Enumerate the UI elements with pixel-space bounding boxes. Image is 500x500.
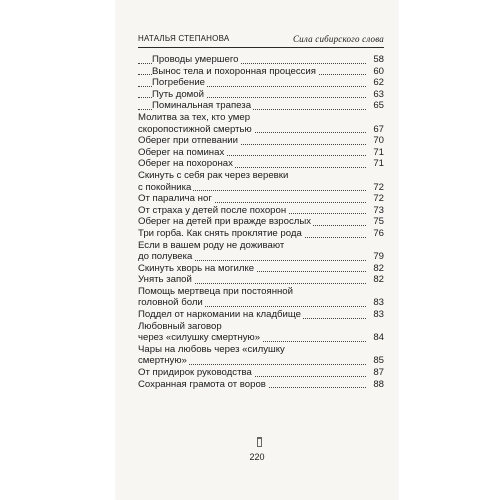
toc-entry-page: 88 [366,379,384,391]
toc-entry [138,124,384,136]
book-page [116,0,398,500]
toc-entry [138,332,384,344]
toc-entry-title: Унять запой [138,274,192,286]
toc-entry-title: Погребение [152,77,206,89]
toc-entry-title: с покойника [138,181,192,193]
toc-entry-title: через «силушку смертную» [138,332,261,344]
printer-mark-icon [257,437,262,447]
toc-entry-title: От паралича ног [138,193,212,205]
toc-entry-title: Оберег на похоронах [138,158,233,170]
page-number: 220 [249,452,265,462]
toc-entry-page: 63 [366,89,384,101]
toc-entry-page: 87 [366,367,384,379]
toc-entry [138,182,384,194]
toc-entry [138,170,384,182]
running-header [138,34,384,48]
toc-entry-page: 76 [366,228,384,240]
toc-entry-title: Любовный заговор [138,320,222,332]
toc-entry [138,205,384,217]
toc-entry-page: 83 [366,309,384,321]
toc-entry [138,216,384,228]
toc-entry [138,344,384,356]
toc-entry-page: 71 [366,147,384,159]
toc-entry [138,158,384,170]
toc-entry [138,321,384,333]
toc-entry-title: Помощь мертвеца при постоянной [138,285,293,297]
toc-entry-page: 75 [366,216,384,228]
toc-entry [138,135,384,147]
toc-entry-page: 58 [366,54,384,66]
toc-entry-title: Если в вашем роду не доживают [138,239,285,251]
toc-entry [138,274,384,286]
toc-entry-title: до полувека [138,251,193,263]
toc-entry [138,77,384,89]
toc-entry [138,367,384,379]
toc-entry-page: 79 [366,251,384,263]
toc-entry-page: 65 [366,100,384,112]
toc-entry-title: Поминальная трапеза [152,100,252,112]
toc-entry [138,355,384,367]
toc-entry-title: Путь домой [152,88,204,100]
toc-entry-page: 82 [366,274,384,286]
table-of-contents [138,54,384,390]
toc-entry [138,112,384,124]
toc-entry-page: 67 [366,124,384,136]
toc-entry [138,309,384,321]
toc-entry [138,297,384,309]
toc-entry-title: смертную» [138,355,187,367]
toc-entry-title: Проводы умершего [152,54,239,65]
toc-entry-title: Вынос тела и похоронная процессия [152,65,316,77]
toc-entry-page: 71 [366,158,384,170]
toc-entry [138,251,384,263]
header-book-title: Сила сибирского слова [292,34,384,44]
toc-entry [138,228,384,240]
header-divider [138,47,384,48]
toc-entry-page: 84 [366,332,384,344]
toc-entry-page: 83 [366,297,384,309]
toc-entry [138,54,384,66]
toc-entry [138,66,384,78]
toc-entry-title: головной боли [138,297,203,309]
toc-entry [138,263,384,275]
toc-entry-title: От придирок руководства [138,367,252,379]
toc-entry-title: Оберег при отпевании [138,135,238,147]
toc-entry-title: Оберег на детей при вражде взрослых [138,216,312,228]
toc-entry-title: От страха у детей после похорон [138,204,287,216]
toc-entry [138,193,384,205]
toc-entry-title: Скинуть с себя рак через веревки [138,169,289,181]
toc-entry [138,286,384,298]
toc-entry [138,240,384,252]
toc-entry [138,89,384,101]
toc-entry [138,379,384,391]
toc-entry-title: Молитва за тех, кто умер [138,111,251,123]
toc-entry-page: 70 [366,135,384,147]
toc-entry-page: 82 [366,263,384,275]
toc-entry [138,147,384,159]
toc-entry-title: Поддел от наркомании на кладбище [138,309,302,321]
toc-entry-page: 73 [366,205,384,217]
toc-entry-title: Сохранная грамота от воров [138,378,266,390]
toc-entry-page: 85 [366,355,384,367]
toc-entry-title: Оберег на поминах [138,146,225,158]
toc-entry [138,100,384,112]
toc-entry-title: скоропостижной смертью [138,123,252,135]
toc-entry-title: Скинуть хворь на могилке [138,262,255,274]
toc-entry-title: Чары на любовь через «силушку [138,343,285,355]
header-author: НАТАЛЬЯ СТЕПАНОВА [138,34,230,43]
toc-entry-page: 72 [366,182,384,194]
toc-entry-title: Три горба. Как снять проклятие рода [138,227,302,239]
toc-entry-page: 62 [366,77,384,89]
toc-entry-page: 60 [366,66,384,78]
toc-entry-page: 72 [366,193,384,205]
